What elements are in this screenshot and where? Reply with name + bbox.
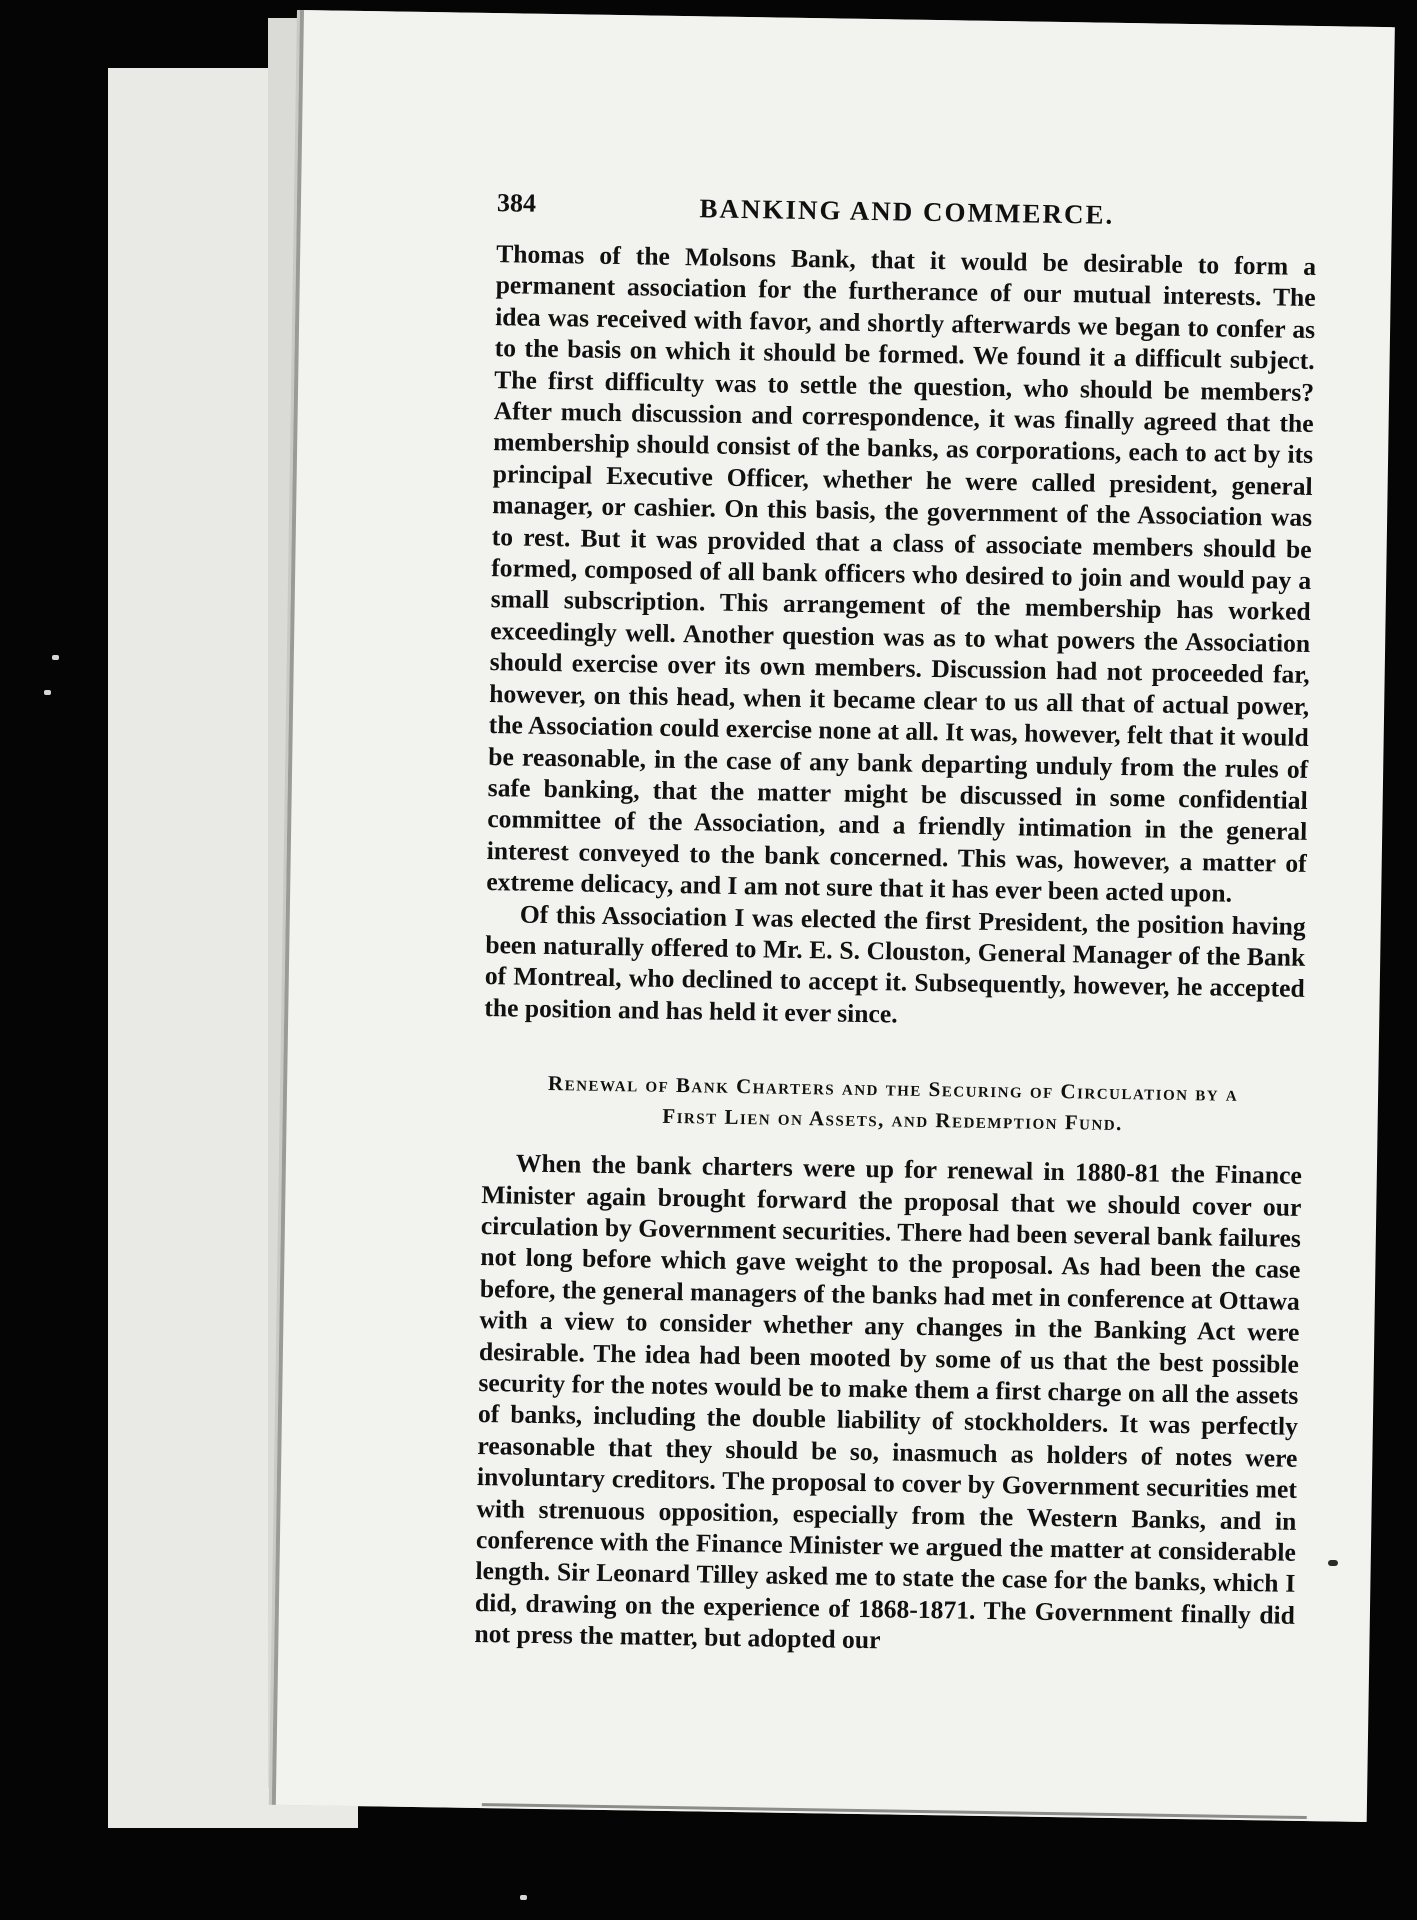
scan-speck: [52, 655, 59, 660]
scan-mark: [1328, 1560, 1338, 1566]
body-paragraph-1: Thomas of the Molsons Bank, that it would be desirable to form a permanent association for the furtherance of our mutual interests. The idea was received with favor, and shortly afterwards we began to confer as to the basis on which it should be formed. We found it a difficult subject. The first difficulty was to settle the question, who should be members? After much discussion and correspondence, it was finally agreed that the membership should consist of the banks, as corporations, each to act by its principal Executive Officer, whether he were called president, general manager, or cashier. On this basis, the government of the Association was to rest. But it was provided that a class of associate members should be formed, composed of all bank officers who desired to join and would pay a small subscription. This arrangement of the membership has worked exceedingly well. Another question was as to what powers the Association should exercise over its own members. Discussion had not proceeded far, however, on this head, when it became clear to us all that of actual power, the Association could exercise none at all. It was, however, felt that it would be reasonable, in the case of any bank departing unduly from the rules of safe banking, that the matter might be discussed in some confidential committee of the Association, and a friendly intimation in the general interest conveyed to the bank concerned. This was, however, a matter of extreme delicacy, and I am not sure that it has ever been acted upon.: [486, 239, 1317, 908]
section-heading-line-1: Renewal of Bank Charters and the Securing of Circulation by a: [547, 1071, 1239, 1107]
book-page: [272, 10, 1395, 1822]
page-bottom-edge: [482, 1803, 1307, 1819]
running-header: [497, 188, 1318, 247]
section-heading-line-2: First Lien on Assets, and Redemption Fund.: [662, 1103, 1124, 1136]
running-title: BANKING AND COMMERCE.: [699, 193, 1115, 230]
scan-speck: [520, 1895, 527, 1900]
page-content: [474, 188, 1317, 1662]
body-paragraph-2: Of this Association I was elected the first President, the position having been naturally offered to Mr. E. S. Clouston, General Manager of the Bank of Montreal, who declined to accept it. Subsequently, however, he accepted the position and has held it ever since.: [484, 899, 1306, 1029]
page-number: 384: [496, 188, 537, 218]
section-heading: [482, 1067, 1303, 1142]
scan-speck: [44, 690, 51, 695]
section-paragraph: When the bank charters were up for renewal in 1880-81 the Finance Minister again brought forward the proposal that we should cover our circulation by Government securities. There had been several bank failures not long before which gave weight to the proposal. As had been the case before, the general managers of the banks had met in conference at Ottawa with a view to consider whether any changes in the Banking Act were desirable. The idea had been mooted by some of us that the best possible security for the notes would be to make them a first charge on all the assets of banks, including the double liability of stockholders. It was perfectly reasonable that they should be so, inasmuch as holders of notes were involuntary creditors. The proposal to cover by Government securities met with strenuous opposition, especially from the Western Banks, and in conference with the Finance Minister we argued the matter at considerable length. Sir Leonard Tilley asked me to state the case for the banks, which I did, drawing on the experience of 1868-1871. The Government finally did not press the matter, but adopted our: [474, 1148, 1303, 1655]
